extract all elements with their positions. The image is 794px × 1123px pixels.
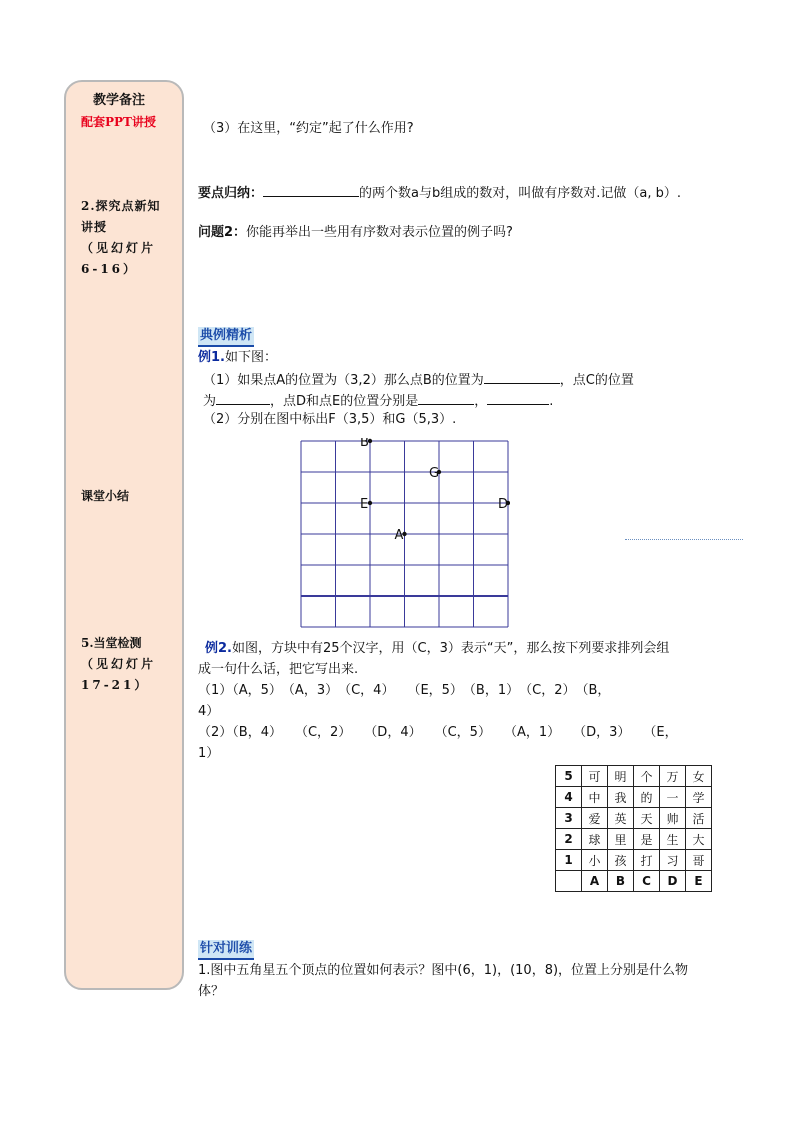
example-2-row-1-end: 4） [198,704,220,719]
hanzi-cell: 生 [660,829,686,850]
column-label: E [686,871,712,892]
hanzi-cell: 的 [634,787,660,808]
hanzi-cell: 球 [582,829,608,850]
row-label: 3 [556,808,582,829]
section-5-title: 5.当堂检测 [81,636,142,650]
hanzi-cell: 明 [608,766,634,787]
key-points-blank[interactable] [263,183,359,197]
example-1-label: 例1. [198,350,225,365]
row-label: 2 [556,829,582,850]
hanzi-cell: 帅 [660,808,686,829]
hanzi-cell: 可 [582,766,608,787]
example-2-row-2: （2）（B，4） （C，2） （D，4） （C，5） （A，1） （D，3） （E， [198,725,678,740]
column-label: C [634,871,660,892]
hanzi-cell: 小 [582,850,608,871]
hanzi-cell: 大 [686,829,712,850]
column-label-row [556,871,712,892]
example-2-line-1 [205,640,669,658]
column-label [556,871,582,892]
grid-point-label-b: B [360,438,369,450]
grid-point-e [368,501,372,505]
hanzi-cell: 万 [660,766,686,787]
summary-label: 课堂小结 [81,489,130,503]
row-label: 4 [556,787,582,808]
hanzi-cell: 女 [686,766,712,787]
example-1-title: 如下图： [224,350,277,365]
example-2-row-1: （1）（A，5） （A，3） （C，4） （E，5） （B，1） （C，2） （B， [198,683,611,698]
dotted-line [625,539,743,540]
point-c-blank[interactable] [216,391,270,405]
training-tag: 针对训练 [198,940,254,960]
ex1-l2-text: 为 [203,394,217,409]
hanzi-cell: 打 [634,850,660,871]
section-2-ref: （见幻灯片6-16） [81,241,157,276]
hanzi-cell: 中 [582,787,608,808]
hanzi-cell: 天 [634,808,660,829]
point-e-blank[interactable] [487,391,549,405]
ppt-note: 配套PPT讲授 [81,115,156,129]
hanzi-row [556,808,712,829]
hanzi-cell: 是 [634,829,660,850]
row-label: 1 [556,850,582,871]
section-5-ref: （见幻灯片17-21） [81,657,157,692]
ex2-l1-text: 如图，方块中有25个汉字，用（C，3）表示“天”，那么按下列要求排列会组 [231,641,670,656]
question-2-label: 问题2： [198,225,247,240]
training-line-2: 体？ [198,984,225,999]
ex1-l1-text-b: ，点C的位置 [559,373,634,388]
hanzi-cell: 英 [608,808,634,829]
hanzi-cell: 活 [686,808,712,829]
hanzi-cell: 里 [608,829,634,850]
grid-point-label-g: G [429,466,440,481]
key-points-label: 要点归纳： [198,186,264,201]
hanzi-cell: 爱 [582,808,608,829]
example-1-line-1 [203,370,634,390]
hanzi-cell: 个 [634,766,660,787]
point-d-blank[interactable] [418,391,474,405]
hanzi-row [556,787,712,808]
hanzi-row [556,766,712,787]
point-b-blank[interactable] [484,370,560,384]
ex1-l2-end: . [549,394,554,409]
column-label: B [608,871,634,892]
key-points [198,183,681,203]
example-2-row-2-end: 1） [198,746,220,761]
grid-point-label-e: E [360,497,369,512]
hanzi-cell: 孩 [608,850,634,871]
hanzi-row [556,829,712,850]
example-2-label: 例2. [205,641,232,656]
column-label: A [582,871,608,892]
hanzi-cell: 学 [686,787,712,808]
question-2 [198,224,513,242]
grid-point-label-d: D [498,497,509,512]
row-label: 5 [556,766,582,787]
grid-point-label-a: A [394,528,404,543]
hanzi-cell: 习 [660,850,686,871]
training-line-1: 1.图中五角星五个顶点的位置如何表示？图中(6，1)，(10，8)，位置上分别是什么物 [198,963,689,978]
example-1-line-3: （2）分别在图中标出F（3,5）和G（5,3）. [203,412,457,427]
coordinate-grid [298,438,510,628]
example-1-header [198,349,277,367]
hanzi-cell: 我 [608,787,634,808]
hanzi-cell: 哥 [686,850,712,871]
question-2-text: 你能再举出一些用有序数对表示位置的例子吗? [246,225,513,240]
ex1-l1-text: （1）如果点A的位置为（3,2）那么点B的位置为 [203,373,484,388]
hanzi-cell: 一 [660,787,686,808]
section-2-title: 2.探究点新知讲授 [81,199,161,234]
key-points-text: 的两个数a与b组成的数对，叫做有序数对.记做（a, b）. [359,186,681,201]
ex1-l2-sep: ， [474,394,488,409]
example-tag: 典例精析 [198,327,254,347]
example-1-line-2 [203,391,553,411]
ex1-l2-text-b: ，点D和点E的位置分别是 [270,394,419,409]
question-3: （3）在这里，“约定”起了什么作用? [203,121,414,136]
example-2-line-2: 成一句什么话，把它写出来. [198,662,359,677]
hanzi-table [555,765,712,892]
column-label: D [660,871,686,892]
hanzi-row [556,850,712,871]
sidebar-title: 教学备注 [93,93,146,108]
